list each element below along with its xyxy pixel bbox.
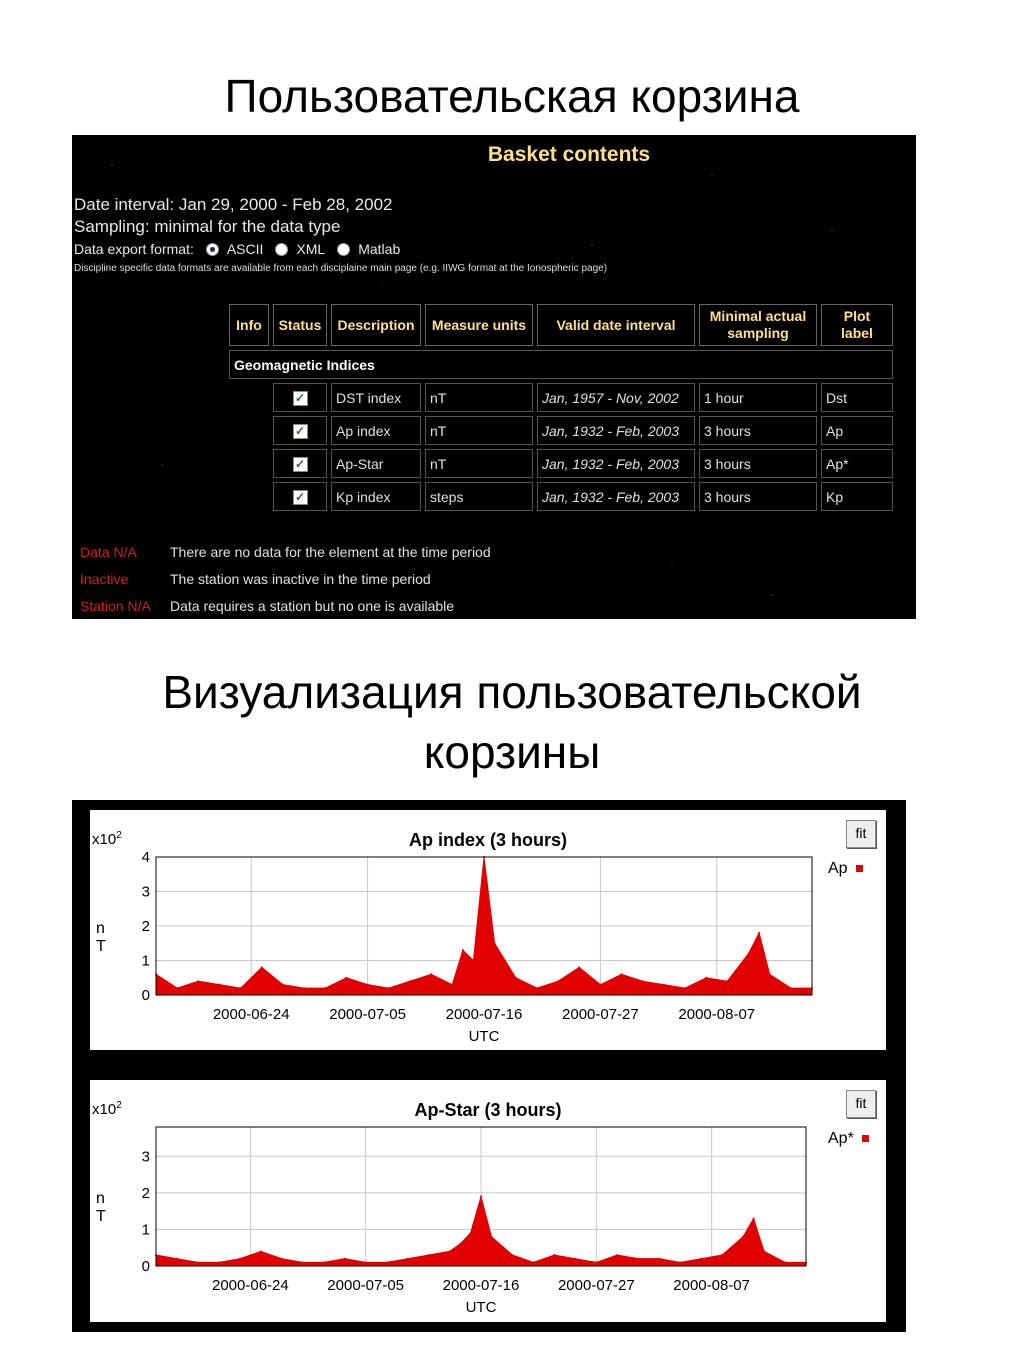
data-point xyxy=(459,1243,461,1245)
data-point xyxy=(324,987,326,989)
status-desc: Data requires a station but no one is available xyxy=(170,598,455,614)
export-xml-radio[interactable] xyxy=(275,243,288,256)
units-cell: nT xyxy=(425,416,533,445)
plots-panel xyxy=(72,800,906,1332)
data-point xyxy=(637,1258,639,1260)
row-checkbox-ap-star[interactable]: ✓ xyxy=(293,457,308,472)
multiplier-base: x10 xyxy=(92,831,117,848)
x-tick-label: 2000-07-05 xyxy=(329,1006,406,1023)
slide-title-line-2: корзины xyxy=(423,726,601,778)
table-row xyxy=(229,416,893,445)
x-axis-label: UTC xyxy=(465,1299,497,1316)
y-tick-label: 4 xyxy=(141,849,150,866)
unit-n: n xyxy=(96,1190,105,1207)
legend-entry xyxy=(828,1130,869,1148)
data-point xyxy=(462,949,464,951)
data-point xyxy=(578,966,580,968)
data-point xyxy=(494,942,496,944)
data-point xyxy=(700,1258,702,1260)
data-point xyxy=(658,1258,660,1260)
data-point xyxy=(218,984,220,986)
y-unit-label xyxy=(96,920,108,956)
status-legend-data-na xyxy=(80,544,491,560)
data-point xyxy=(480,1196,482,1198)
multiplier-exp: 2 xyxy=(116,830,122,841)
multiplier-exp: 2 xyxy=(116,1100,122,1111)
status-code: Station N/A xyxy=(80,598,151,614)
y-tick-label: 0 xyxy=(141,987,150,1004)
export-format-label: Data export format: xyxy=(74,241,194,257)
dates-cell: Jan, 1957 - Nov, 2002 xyxy=(537,383,695,412)
col-measure-units: Measure units xyxy=(425,304,533,346)
units-cell: steps xyxy=(425,482,533,511)
data-point xyxy=(472,960,474,962)
status-cell xyxy=(273,416,327,445)
x-tick-label: 2000-07-05 xyxy=(327,1277,405,1294)
x-tick-label: 2000-08-07 xyxy=(673,1277,751,1294)
status-code: Data N/A xyxy=(80,544,137,560)
x-tick-label: 2000-07-27 xyxy=(562,1006,639,1023)
y-tick-label: 0 xyxy=(141,1258,150,1275)
data-point xyxy=(261,966,263,968)
group-geomagnetic-indices: Geomagnetic Indices xyxy=(229,350,893,379)
chart-title: Ap-Star (3 hours) xyxy=(414,1100,562,1120)
multiplier-base: x10 xyxy=(92,1101,117,1118)
status-desc: There are no data for the element at the time period xyxy=(170,544,491,560)
col-info: Info xyxy=(229,304,269,346)
fit-button[interactable]: fit xyxy=(846,1090,876,1118)
sampling-text: Sampling: minimal for the data type xyxy=(74,217,341,236)
series-area xyxy=(156,1197,806,1267)
sampling-cell: 1 hour xyxy=(699,383,817,412)
row-checkbox-kp[interactable]: ✓ xyxy=(293,490,308,505)
description-cell: Ap-Star xyxy=(331,449,421,478)
unit-t: T xyxy=(96,1208,106,1225)
data-point xyxy=(451,984,453,986)
basket-heading: Basket contents xyxy=(487,143,651,166)
data-point xyxy=(599,984,601,986)
data-point xyxy=(748,953,750,955)
plot-label-cell: Kp xyxy=(821,482,893,511)
y-tick-label: 2 xyxy=(141,1184,150,1202)
data-point xyxy=(176,1258,178,1260)
y-unit-label xyxy=(96,1190,108,1226)
data-point xyxy=(344,1258,346,1260)
table-group-row xyxy=(229,350,893,379)
data-point xyxy=(470,1232,472,1234)
data-point xyxy=(616,1254,618,1256)
legend-text: Ap xyxy=(828,860,848,877)
x-axis-label: UTC xyxy=(468,1028,500,1045)
fit-button[interactable]: fit xyxy=(846,820,876,848)
data-point xyxy=(490,1236,492,1238)
x-tick-label: 2000-08-07 xyxy=(678,1006,756,1023)
units-cell: nT xyxy=(425,449,533,478)
info-cell xyxy=(229,383,269,412)
data-point xyxy=(515,977,517,979)
data-point xyxy=(239,1258,241,1260)
data-point xyxy=(621,973,623,975)
data-point xyxy=(449,1250,451,1252)
export-xml-label[interactable]: XML xyxy=(296,241,326,257)
info-cell xyxy=(229,416,269,445)
data-point xyxy=(553,1254,555,1256)
data-point xyxy=(679,1261,681,1263)
y-tick-label: 3 xyxy=(141,1148,150,1166)
export-format-row xyxy=(74,241,400,257)
x-tick-label: 2000-06-24 xyxy=(212,1006,290,1023)
data-point xyxy=(721,1254,723,1256)
export-matlab-radio[interactable] xyxy=(337,243,350,256)
dates-cell: Jan, 1932 - Feb, 2003 xyxy=(537,449,695,478)
data-point xyxy=(790,987,792,989)
data-point xyxy=(260,1250,262,1252)
col-description: Description xyxy=(331,304,421,346)
data-point xyxy=(282,984,284,986)
status-desc: The station was inactive in the time period xyxy=(170,571,431,587)
table-row xyxy=(229,482,893,511)
status-code: Inactive xyxy=(80,571,129,587)
legend-swatch xyxy=(856,865,863,872)
data-point xyxy=(409,980,411,982)
slide-title-basket: Пользовательская корзина xyxy=(224,70,800,122)
table-row xyxy=(229,449,893,478)
data-point xyxy=(197,980,199,982)
y-tick-label: 2 xyxy=(141,918,150,935)
data-point xyxy=(407,1258,409,1260)
plot-label-cell: Ap xyxy=(821,416,893,445)
data-point xyxy=(763,1250,765,1252)
legend-entry xyxy=(828,860,863,878)
y-tick-label: 1 xyxy=(141,1221,150,1239)
row-checkbox-dst[interactable]: ✓ xyxy=(293,391,308,406)
sampling-cell: 3 hours xyxy=(699,482,817,511)
x-tick-label: 2000-07-16 xyxy=(442,1277,520,1294)
status-cell xyxy=(273,482,327,511)
data-point xyxy=(536,987,538,989)
data-point xyxy=(323,1261,325,1263)
data-point xyxy=(430,973,432,975)
data-point xyxy=(532,1261,534,1263)
slide-title-visualization xyxy=(0,662,1024,782)
data-point xyxy=(642,980,644,982)
data-point xyxy=(197,1261,199,1263)
y-tick-label: 1 xyxy=(141,952,150,970)
export-matlab-label[interactable]: Matlab xyxy=(358,241,401,257)
data-point xyxy=(218,1261,220,1263)
data-point xyxy=(753,1217,755,1219)
col-status: Status xyxy=(273,304,327,346)
legend-swatch xyxy=(862,1135,869,1142)
discipline-note: Discipline specific data formats are available from each disciplaine main page (e.g. IIWG format at the Ionospheric page) xyxy=(74,263,608,274)
sampling-cell: 3 hours xyxy=(699,449,817,478)
status-legend-inactive xyxy=(80,571,431,587)
plot-label-cell: Ap* xyxy=(821,449,893,478)
plot-ap-index xyxy=(90,810,886,1050)
status-cell xyxy=(273,449,327,478)
status-legend-station-na xyxy=(80,598,454,614)
data-point xyxy=(365,1261,367,1263)
data-point xyxy=(388,987,390,989)
data-point xyxy=(574,1258,576,1260)
data-point xyxy=(345,977,347,979)
chart-title: Ap index (3 hours) xyxy=(408,830,567,850)
data-point xyxy=(240,987,242,989)
data-point xyxy=(758,932,760,934)
table-row xyxy=(229,383,893,412)
info-cell xyxy=(229,482,269,511)
plot-label-cell: Dst xyxy=(821,383,893,412)
data-point xyxy=(303,987,305,989)
basket-panel xyxy=(72,135,916,619)
dates-cell: Jan, 1932 - Feb, 2003 xyxy=(537,482,695,511)
data-point xyxy=(176,987,178,989)
date-interval-text: Date interval: Jan 29, 2000 - Feb 28, 2002 xyxy=(74,195,393,214)
plot-ap-star xyxy=(90,1080,886,1322)
x-tick-label: 2000-07-16 xyxy=(445,1006,523,1023)
data-point xyxy=(386,1261,388,1263)
data-point xyxy=(784,1261,786,1263)
data-point xyxy=(726,980,728,982)
data-point xyxy=(769,973,771,975)
col-valid-date-interval: Valid date interval xyxy=(537,304,695,346)
y-tick-label: 3 xyxy=(141,883,150,901)
slide-title-line-1: Визуализация пользовательской xyxy=(162,666,862,718)
data-point xyxy=(663,984,665,986)
data-point xyxy=(742,1236,744,1238)
x-tick-label: 2000-07-27 xyxy=(557,1277,635,1294)
units-cell: nT xyxy=(425,383,533,412)
export-ascii-label[interactable]: ASCII xyxy=(226,241,264,257)
basket-table xyxy=(225,300,897,515)
table-header-row xyxy=(229,304,893,346)
dates-cell: Jan, 1932 - Feb, 2003 xyxy=(537,416,695,445)
data-point xyxy=(684,987,686,989)
data-point xyxy=(511,1254,513,1256)
legend-text: Ap* xyxy=(828,1130,854,1147)
description-cell: DST index xyxy=(331,383,421,412)
info-cell xyxy=(229,449,269,478)
status-cell xyxy=(273,383,327,412)
col-plot-label: Plot label xyxy=(821,304,893,346)
row-checkbox-ap[interactable]: ✓ xyxy=(293,424,308,439)
data-point xyxy=(595,1261,597,1263)
sampling-cell: 3 hours xyxy=(699,416,817,445)
unit-n: n xyxy=(96,920,105,937)
data-point xyxy=(705,977,707,979)
data-point xyxy=(367,984,369,986)
unit-t: T xyxy=(96,938,106,955)
data-point xyxy=(557,980,559,982)
data-point xyxy=(428,1254,430,1256)
data-point xyxy=(302,1261,304,1263)
export-ascii-radio[interactable] xyxy=(206,243,219,256)
description-cell: Kp index xyxy=(331,482,421,511)
col-minimal-sampling: Minimal actual sampling xyxy=(699,304,817,346)
x-tick-label: 2000-06-24 xyxy=(211,1277,289,1294)
description-cell: Ap index xyxy=(331,416,421,445)
data-point xyxy=(281,1258,283,1260)
